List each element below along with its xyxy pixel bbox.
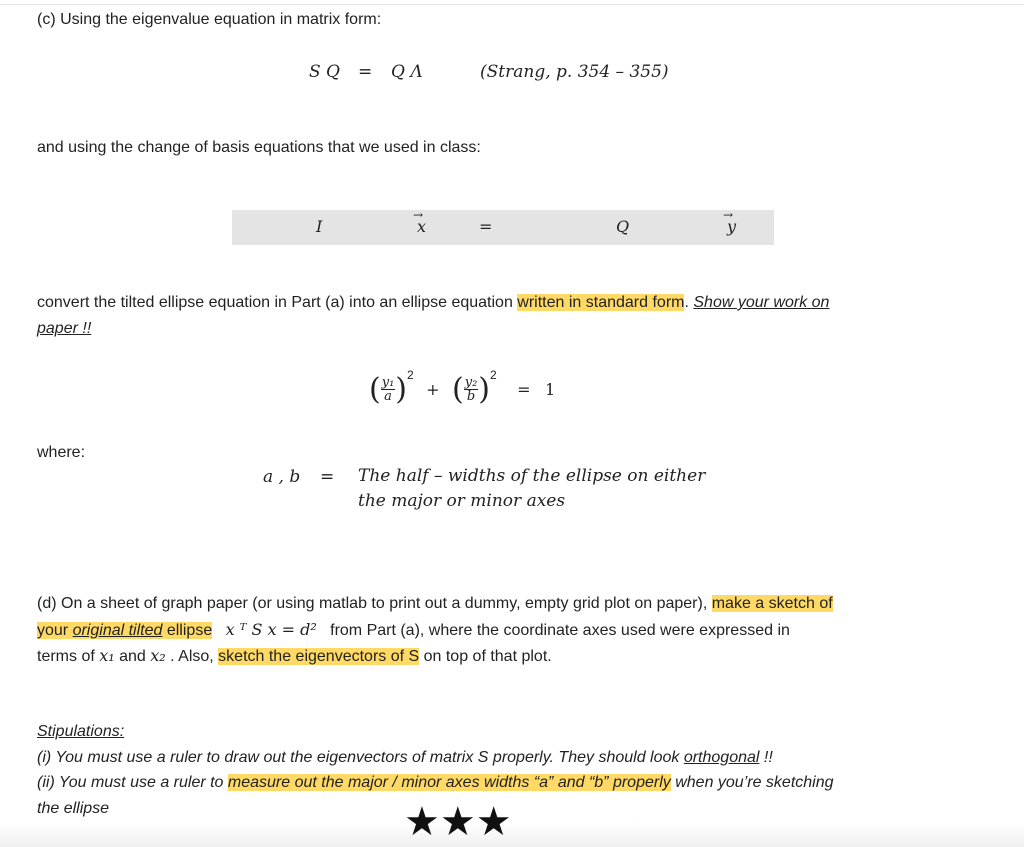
cb-x-vector: → x	[413, 208, 427, 236]
top-divider	[0, 4, 1024, 5]
part-d-line-3: terms of x₁ and x₂ . Also, sketch the eigenvectors of S on top of that plot.	[37, 646, 552, 665]
part-d-line-1: (d) On a sheet of graph paper (or using matlab to print out a dummy, empty grid plot on paper), make a sketch of	[37, 595, 833, 612]
stipulations-title: Stipulations:	[37, 723, 125, 740]
convert-line-2: paper !!	[37, 320, 92, 337]
stipulation-1: (i) You must use a ruler to draw out the eigenvectors of matrix S properly. They should look orthogonal !!	[37, 749, 773, 766]
ab-desc-line-2: the major or minor axes	[358, 491, 566, 511]
eigen-eq-rhs: Q Λ	[391, 62, 423, 82]
change-basis-text: and using the change of basis equations that we used in class:	[37, 139, 481, 156]
star-icons: ★★★	[404, 799, 512, 845]
ab-label: a , b	[263, 467, 301, 487]
eigen-eq-equals: =	[358, 62, 373, 82]
convert-line-1: convert the tilted ellipse equation in Part (a) into an ellipse equation written in standard form. Show your work on	[37, 294, 830, 311]
stipulation-2-cont: the ellipse	[37, 800, 110, 817]
cb-equals: =	[479, 217, 493, 236]
ellipse-equation: x ᵀ S x = d²	[225, 620, 317, 639]
citation: (Strang, p. 354 – 355)	[480, 62, 669, 82]
bottom-fade	[0, 822, 1024, 847]
where-label: where:	[37, 444, 86, 461]
stipulation-2: (ii) You must use a ruler to measure out the major / minor axes widths “a” and “b” properly when you’re sketching	[37, 774, 834, 791]
part-c-intro: (c) Using the eigenvalue equation in matrix form:	[37, 11, 382, 28]
part-d-line-2: your original tilted ellipse x ᵀ S x = d² from Part (a), where the coordinate axes used were expressed in	[37, 620, 790, 639]
ab-equals: =	[320, 467, 335, 487]
standard-form-equation: ( $\frac{\text{y₁}}{a}$ )$^2$ + ( $\frac{\text{y₂}}{b}$ )$^2$ = 1	[369, 368, 556, 407]
cb-q: Q	[616, 217, 630, 236]
ab-desc-line-1: The half – widths of the ellipse on either	[358, 466, 706, 486]
cb-identity: I	[316, 217, 323, 236]
change-basis-equation-band	[232, 210, 774, 245]
eigen-eq-lhs: S Q	[309, 62, 340, 82]
cb-y-vector: → y	[723, 208, 737, 236]
